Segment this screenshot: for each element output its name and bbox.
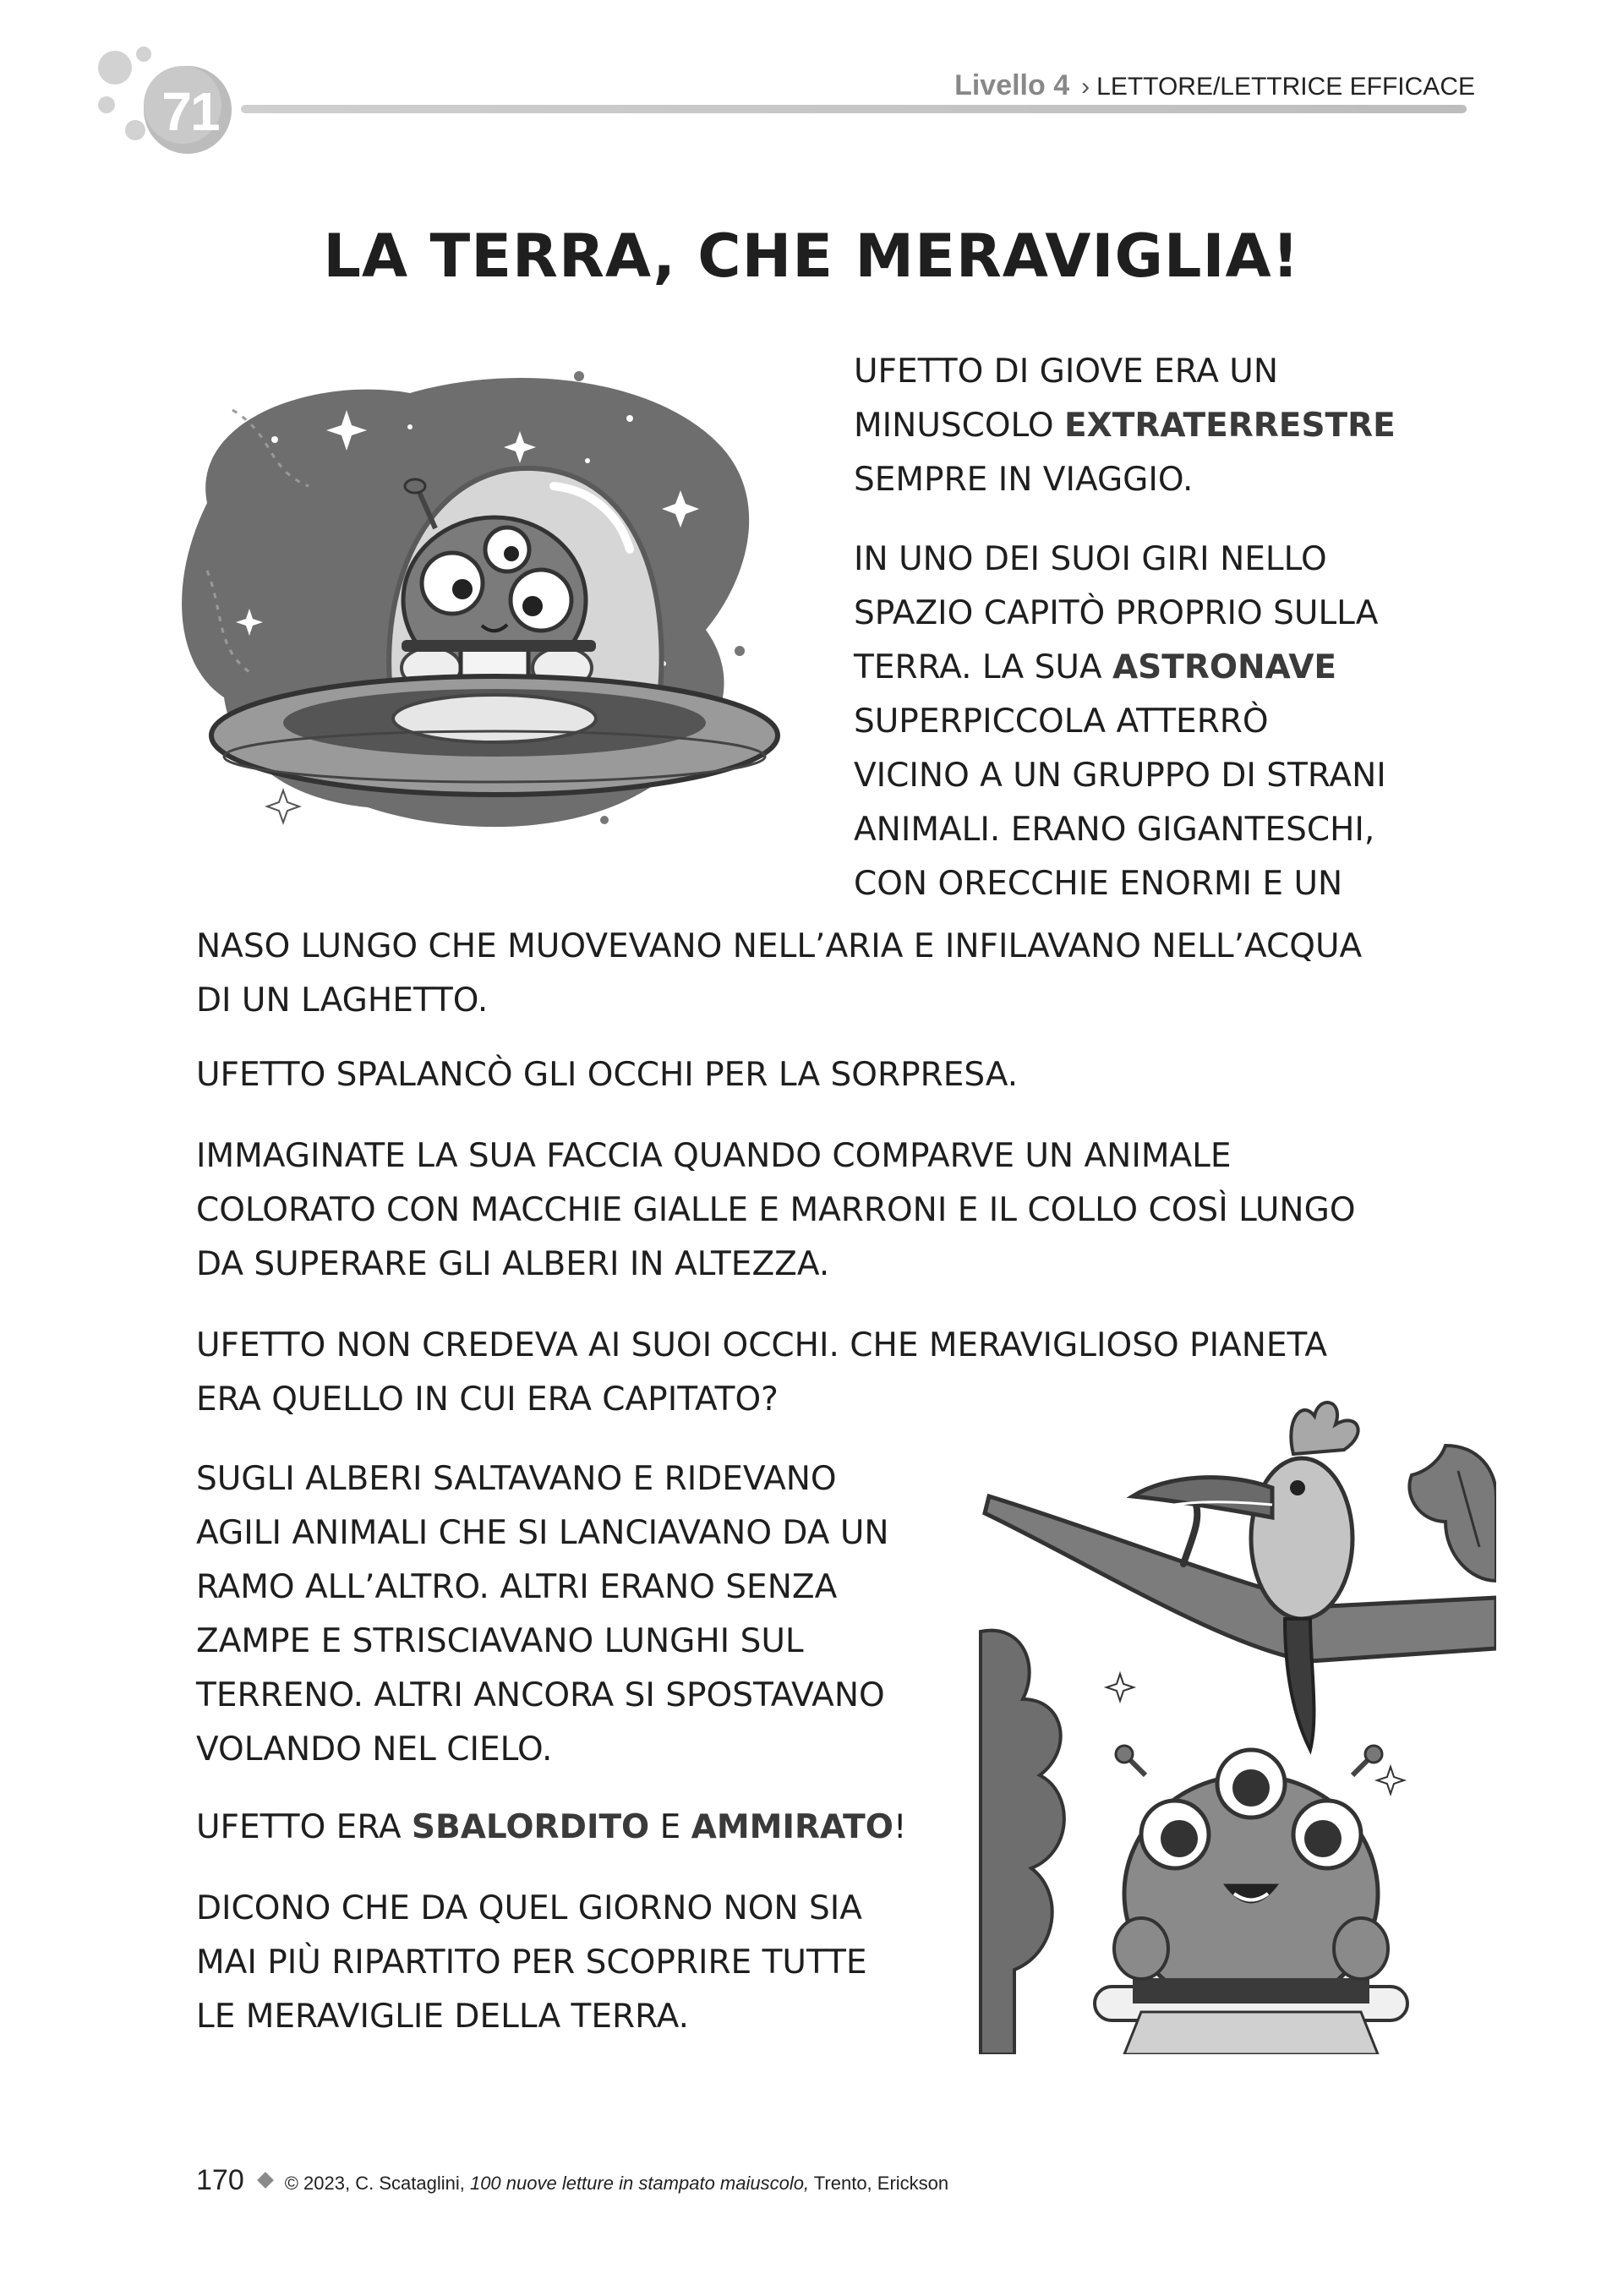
story-paragraph-3: UFETTO SPALANCÒ GLI OCCHI PER LA SORPRESA. xyxy=(196,1056,1019,1094)
book-title: 100 nuove letture in stampato maiuscolo, xyxy=(469,2173,810,2194)
story-paragraph-2: IN UNO DEI SUOI GIRI NELLO SPAZIO CAPITÒ PROPRIO SULLA TERRA. LA SUA ASTRONAVE SUPERPICCOLA ATTERRÒ VICINO A UN GRUPPO DI STRANI ANIMALI. ERANO GIGANTESCHI, CON ORECCHIE ENORMI E UN xyxy=(854,540,1386,903)
page-badge-number: 71 xyxy=(161,81,219,142)
header-rule xyxy=(241,105,1467,113)
diamond-icon xyxy=(257,2172,274,2189)
story-paragraph-5: UFETTO NON CREDEVA AI SUOI OCCHI. CHE MERAVIGLIOSO PIANETA ERA QUELLO IN CUI ERA CAPITATO? xyxy=(196,1326,1328,1419)
story-paragraph-1: UFETTO DI GIOVE ERA UN MINUSCOLO EXTRATERRESTRE SEMPRE IN VIAGGIO. xyxy=(854,353,1396,499)
highlight-word: AMMIRATO xyxy=(691,1808,893,1846)
highlight-word: SBALORDITO xyxy=(411,1808,650,1846)
highlight-word: ASTRONAVE xyxy=(1112,648,1337,686)
story-paragraph-6: SUGLI ALBERI SALTAVANO E RIDEVANO AGILI ANIMALI CHE SI LANCIAVANO DA UN RAMO ALL’ALTRO. ALTRI ERANO SENZA ZAMPE E STRISCIAVANO LUNGHI SUL TERRENO. ALTRI ANCORA SI SPOSTAVANO VOLANDO NEL CIELO. xyxy=(196,1460,889,1768)
page-footer xyxy=(196,2164,948,2197)
chevron-right-icon: › xyxy=(1081,73,1090,101)
level-label: Livello 4 xyxy=(954,69,1070,101)
page-number: 170 xyxy=(196,2164,244,2196)
story-paragraph-4: IMMAGINATE LA SUA FACCIA QUANDO COMPARVE UN ANIMALE COLORATO CON MACCHIE GIALLE E MARRONI E IL COLLO COSÌ LUNGO DA SUPERARE GLI ALBERI IN ALTEZZA. xyxy=(196,1137,1356,1283)
category-label: LETTORE/LETTRICE EFFICACE xyxy=(1096,73,1475,101)
story-paragraph-8: DICONO CHE DA QUEL GIORNO NON SIA MAI PIÙ RIPARTITO PER SCOPRIRE TUTTE LE MERAVIGLIE DELLA TERRA. xyxy=(196,1889,867,2036)
copyright-text: © 2023, C. Scataglini, 100 nuove letture in stampato maiuscolo, Trento, Erickson xyxy=(284,2173,949,2194)
story-paragraph-7: UFETTO ERA SBALORDITO E AMMIRATO! xyxy=(196,1808,907,1846)
page-title: LA TERRA, CHE MERAVIGLIA! xyxy=(323,221,1300,291)
breadcrumb xyxy=(954,69,1475,102)
alien-spaceship-illustration xyxy=(156,359,824,858)
toucan-alien-illustration xyxy=(972,1395,1496,2054)
highlight-word: EXTRATERRESTRE xyxy=(1064,407,1396,445)
story-paragraph-2-continued: NASO LUNGO CHE MUOVEVANO NELL’ARIA E INFILAVANO NELL’ACQUA DI UN LAGHETTO. xyxy=(196,927,1363,1020)
